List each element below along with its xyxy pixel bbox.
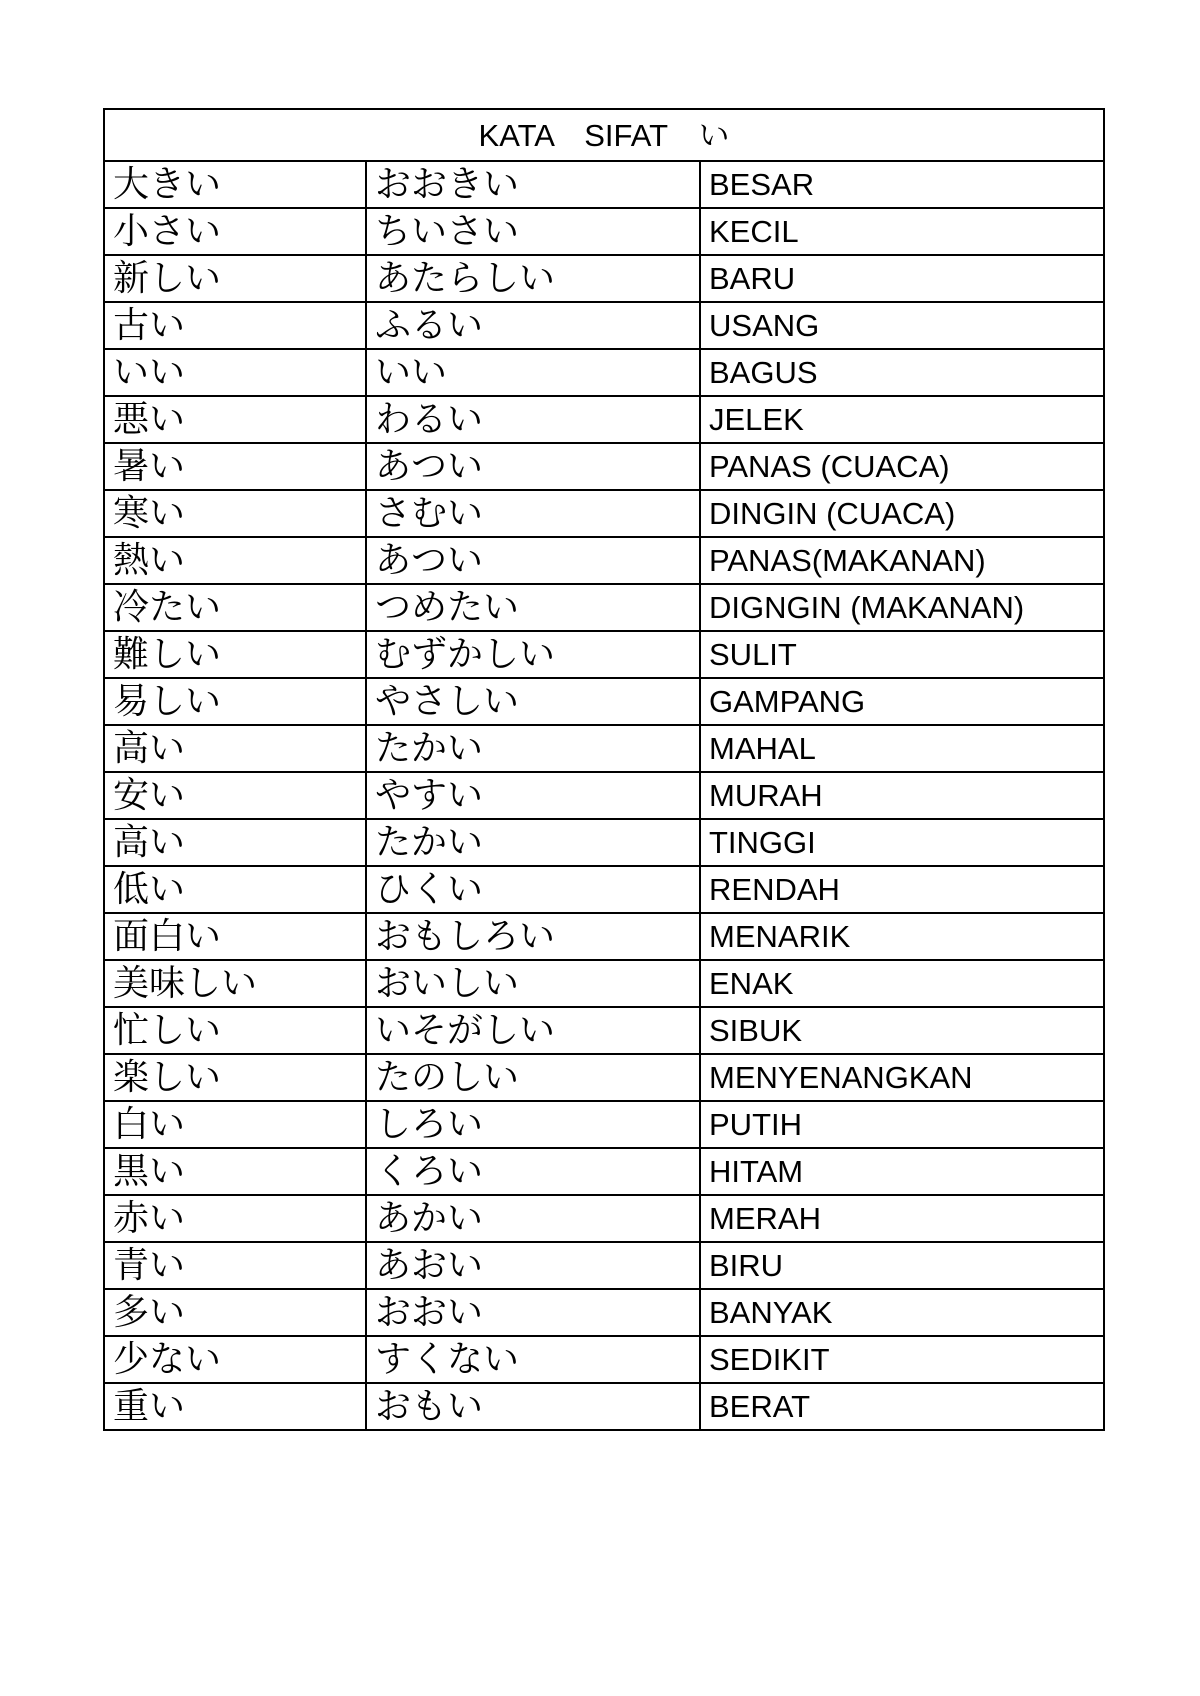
kana-cell: すくない — [366, 1336, 700, 1383]
kana-cell: たかい — [366, 819, 700, 866]
kana-cell: むずかしい — [366, 631, 700, 678]
kanji-cell: 少ない — [104, 1336, 366, 1383]
kana-cell: おもい — [366, 1383, 700, 1430]
kana-cell: しろい — [366, 1101, 700, 1148]
meaning-cell: BESAR — [700, 161, 1104, 208]
kanji-cell: 古い — [104, 302, 366, 349]
kanji-cell: 大きい — [104, 161, 366, 208]
table-row — [104, 913, 1104, 960]
kana-cell: あかい — [366, 1195, 700, 1242]
title-row — [104, 109, 1104, 161]
meaning-cell: PUTIH — [700, 1101, 1104, 1148]
kanji-cell: 美味しい — [104, 960, 366, 1007]
meaning-cell: DINGIN (CUACA) — [700, 490, 1104, 537]
meaning-cell: RENDAH — [700, 866, 1104, 913]
meaning-cell: SULIT — [700, 631, 1104, 678]
table-row — [104, 490, 1104, 537]
meaning-cell: MERAH — [700, 1195, 1104, 1242]
kanji-cell: 面白い — [104, 913, 366, 960]
kana-cell: くろい — [366, 1148, 700, 1195]
table-body — [104, 109, 1104, 1430]
table-row — [104, 960, 1104, 1007]
kana-cell: いそがしい — [366, 1007, 700, 1054]
kanji-cell: いい — [104, 349, 366, 396]
kanji-cell: 暑い — [104, 443, 366, 490]
kana-cell: やさしい — [366, 678, 700, 725]
table-row — [104, 161, 1104, 208]
table-row — [104, 443, 1104, 490]
kana-cell: おおきい — [366, 161, 700, 208]
kanji-cell: 黒い — [104, 1148, 366, 1195]
kanji-cell: 新しい — [104, 255, 366, 302]
table-title-cell — [104, 109, 1104, 161]
kanji-cell: 高い — [104, 819, 366, 866]
meaning-cell: BAGUS — [700, 349, 1104, 396]
kana-cell: おおい — [366, 1289, 700, 1336]
kana-cell: おいしい — [366, 960, 700, 1007]
table-row — [104, 584, 1104, 631]
table-row — [104, 208, 1104, 255]
kana-cell: つめたい — [366, 584, 700, 631]
kana-cell: やすい — [366, 772, 700, 819]
meaning-cell: MENYENANGKAN — [700, 1054, 1104, 1101]
kanji-cell: 寒い — [104, 490, 366, 537]
kanji-cell: 悪い — [104, 396, 366, 443]
meaning-cell: ENAK — [700, 960, 1104, 1007]
meaning-cell: DIGNGIN (MAKANAN) — [700, 584, 1104, 631]
table-row — [104, 349, 1104, 396]
kana-cell: あつい — [366, 537, 700, 584]
kanji-cell: 白い — [104, 1101, 366, 1148]
kana-cell: おもしろい — [366, 913, 700, 960]
meaning-cell: BARU — [700, 255, 1104, 302]
kanji-cell: 低い — [104, 866, 366, 913]
table-row — [104, 1101, 1104, 1148]
meaning-cell: PANAS(MAKANAN) — [700, 537, 1104, 584]
meaning-cell: BERAT — [700, 1383, 1104, 1430]
kanji-cell: 熱い — [104, 537, 366, 584]
meaning-cell: BANYAK — [700, 1289, 1104, 1336]
kanji-cell: 赤い — [104, 1195, 366, 1242]
kanji-cell: 易しい — [104, 678, 366, 725]
table-row — [104, 255, 1104, 302]
kanji-cell: 難しい — [104, 631, 366, 678]
kana-cell: あたらしい — [366, 255, 700, 302]
meaning-cell: JELEK — [700, 396, 1104, 443]
kana-cell: あつい — [366, 443, 700, 490]
meaning-cell: KECIL — [700, 208, 1104, 255]
table-row — [104, 537, 1104, 584]
table-row — [104, 1383, 1104, 1430]
table-row — [104, 1148, 1104, 1195]
meaning-cell: SEDIKIT — [700, 1336, 1104, 1383]
kanji-cell: 小さい — [104, 208, 366, 255]
kana-cell: わるい — [366, 396, 700, 443]
kanji-cell: 安い — [104, 772, 366, 819]
meaning-cell: SIBUK — [700, 1007, 1104, 1054]
table-row — [104, 819, 1104, 866]
table-row — [104, 1007, 1104, 1054]
kana-cell: たかい — [366, 725, 700, 772]
kana-cell: ちいさい — [366, 208, 700, 255]
kana-cell: いい — [366, 349, 700, 396]
table-row — [104, 772, 1104, 819]
table-title: KATA SIFAT い — [478, 117, 730, 153]
kana-cell: ひくい — [366, 866, 700, 913]
table-row — [104, 1242, 1104, 1289]
kanji-cell: 楽しい — [104, 1054, 366, 1101]
table-row — [104, 1336, 1104, 1383]
meaning-cell: TINGGI — [700, 819, 1104, 866]
kanji-cell: 忙しい — [104, 1007, 366, 1054]
meaning-cell: MAHAL — [700, 725, 1104, 772]
table-row — [104, 1054, 1104, 1101]
meaning-cell: USANG — [700, 302, 1104, 349]
vocabulary-table — [103, 108, 1105, 1431]
kana-cell: ふるい — [366, 302, 700, 349]
meaning-cell: MURAH — [700, 772, 1104, 819]
kanji-cell: 青い — [104, 1242, 366, 1289]
kanji-cell: 冷たい — [104, 584, 366, 631]
kanji-cell: 高い — [104, 725, 366, 772]
kana-cell: たのしい — [366, 1054, 700, 1101]
table-row — [104, 866, 1104, 913]
kana-cell: あおい — [366, 1242, 700, 1289]
meaning-cell: MENARIK — [700, 913, 1104, 960]
meaning-cell: HITAM — [700, 1148, 1104, 1195]
table-row — [104, 725, 1104, 772]
table-row — [104, 1289, 1104, 1336]
table-row — [104, 396, 1104, 443]
meaning-cell: GAMPANG — [700, 678, 1104, 725]
meaning-cell: BIRU — [700, 1242, 1104, 1289]
meaning-cell: PANAS (CUACA) — [700, 443, 1104, 490]
table-row — [104, 678, 1104, 725]
table-row — [104, 302, 1104, 349]
kana-cell: さむい — [366, 490, 700, 537]
table-row — [104, 1195, 1104, 1242]
kanji-cell: 多い — [104, 1289, 366, 1336]
table-row — [104, 631, 1104, 678]
kanji-cell: 重い — [104, 1383, 366, 1430]
